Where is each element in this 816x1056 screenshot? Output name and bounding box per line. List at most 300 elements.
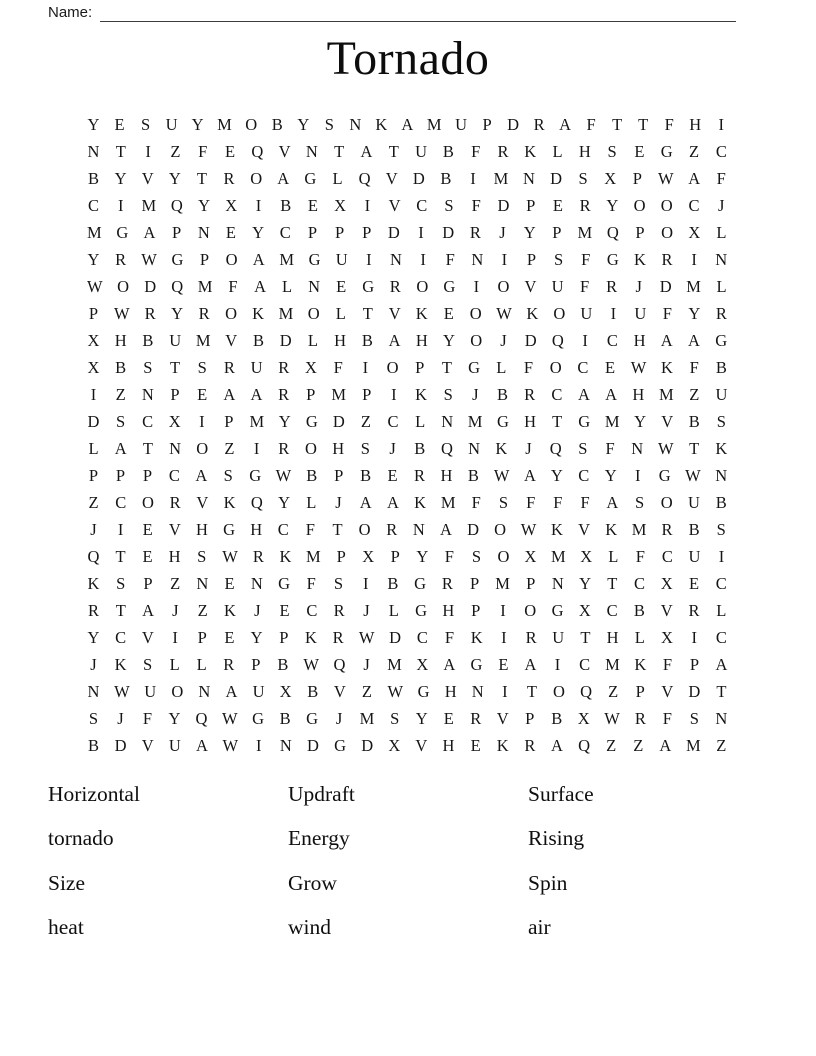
- grid-row: [87, 624, 728, 651]
- grid-letter: J: [717, 196, 725, 215]
- grid-letter: R: [606, 277, 618, 296]
- grid-letter: H: [524, 412, 537, 431]
- grid-letter: C: [578, 466, 590, 485]
- name-label: Name:: [48, 4, 93, 21]
- grid-letter: P: [526, 196, 536, 215]
- grid-letter: M: [217, 115, 232, 134]
- grid-row: [87, 489, 728, 516]
- grid-letter: A: [360, 142, 373, 161]
- grid-letter: M: [604, 412, 620, 431]
- grid-letter: X: [168, 412, 181, 431]
- grid-letter: O: [524, 601, 537, 620]
- grid-letter: O: [497, 547, 510, 566]
- grid-letter: J: [172, 601, 179, 620]
- grid-letter: D: [524, 331, 537, 350]
- grid-letter: H: [168, 547, 181, 566]
- grid-letter: B: [633, 601, 645, 620]
- name-fill-in-line[interactable]: [100, 4, 736, 22]
- grid-letter: K: [87, 574, 100, 593]
- grid-letter: Y: [278, 493, 290, 512]
- grid-letter: P: [336, 547, 346, 566]
- grid-letter: D: [550, 169, 562, 188]
- grid-letter: G: [308, 250, 321, 269]
- grid-letter: R: [524, 736, 536, 755]
- grid-letter: U: [688, 493, 700, 512]
- grid-letter: A: [659, 736, 672, 755]
- grid-letter: P: [526, 250, 537, 269]
- grid-letter: V: [141, 736, 154, 755]
- word-list-item: Energy: [288, 826, 350, 851]
- grid-letter: F: [662, 709, 672, 728]
- grid-letter: R: [634, 709, 646, 728]
- grid-letter: K: [414, 493, 427, 512]
- grid-letter: S: [578, 169, 588, 188]
- grid-letter: K: [526, 304, 539, 323]
- grid-letter: E: [225, 223, 236, 242]
- grid-letter: Q: [606, 223, 619, 242]
- grid-letter: C: [715, 574, 727, 593]
- grid-letter: A: [688, 169, 701, 188]
- grid-letter: T: [612, 115, 623, 134]
- grid-letter: N: [389, 250, 402, 269]
- grid-letter: B: [551, 709, 563, 728]
- grid-row: [87, 435, 728, 462]
- grid-letter: L: [307, 331, 318, 350]
- grid-letter: B: [252, 331, 264, 350]
- grid-letter: O: [549, 358, 562, 377]
- grid-letter: I: [691, 628, 697, 647]
- grid-letter: M: [426, 115, 442, 134]
- grid-letter: S: [143, 655, 153, 674]
- grid-letter: F: [228, 277, 238, 296]
- grid-letter: T: [170, 358, 181, 377]
- grid-letter: R: [223, 169, 235, 188]
- grid-letter: D: [688, 682, 701, 701]
- grid-letter: A: [114, 439, 127, 458]
- grid-letter: R: [389, 277, 401, 296]
- grid-letter: Q: [549, 439, 562, 458]
- grid-letter: C: [168, 466, 180, 485]
- grid-letter: R: [332, 628, 344, 647]
- grid-letter: Y: [171, 304, 184, 323]
- grid-row: [87, 678, 728, 705]
- grid-letter: K: [715, 439, 728, 458]
- grid-letter: X: [388, 736, 401, 755]
- grid-letter: I: [199, 412, 205, 431]
- grid-letter: S: [115, 412, 126, 431]
- grid-letter: A: [401, 115, 414, 134]
- grid-letter: H: [606, 628, 619, 647]
- grid-letter: C: [661, 547, 673, 566]
- grid-letter: I: [718, 115, 724, 134]
- word-search-grid: [87, 111, 728, 759]
- grid-letter: J: [117, 709, 124, 728]
- grid-letter: A: [195, 736, 208, 755]
- grid-letter: W: [387, 682, 404, 701]
- grid-letter: Y: [87, 628, 100, 647]
- grid-letter: C: [577, 358, 589, 377]
- grid-letter: E: [142, 547, 153, 566]
- grid-letter: A: [250, 385, 263, 404]
- grid-letter: E: [224, 142, 236, 161]
- grid-letter: F: [580, 277, 590, 296]
- grid-letter: H: [633, 331, 646, 350]
- grid-letter: Z: [361, 682, 372, 701]
- grid-letter: W: [87, 277, 103, 296]
- grid-letter: X: [688, 223, 701, 242]
- grid-letter: S: [143, 358, 153, 377]
- grid-letter: L: [88, 439, 99, 458]
- grid-letter: J: [525, 439, 532, 458]
- grid-letter: T: [526, 682, 537, 701]
- grid-letter: F: [553, 493, 563, 512]
- grid-letter: F: [444, 628, 455, 647]
- grid-letter: R: [470, 709, 482, 728]
- grid-letter: E: [279, 601, 290, 620]
- grid-letter: H: [442, 601, 455, 620]
- grid-letter: F: [444, 547, 454, 566]
- grid-letter: K: [415, 304, 428, 323]
- grid-letter: O: [661, 223, 674, 242]
- grid-letter: G: [470, 655, 483, 674]
- grid-letter: H: [114, 331, 127, 350]
- grid-letter: J: [254, 601, 261, 620]
- grid-letter: X: [87, 331, 100, 350]
- grid-letter: O: [196, 439, 209, 458]
- word-list-column: [288, 772, 528, 950]
- grid-letter: P: [88, 466, 99, 485]
- grid-letter: L: [306, 493, 317, 512]
- grid-letter: R: [414, 466, 426, 485]
- grid-letter: F: [305, 520, 315, 539]
- grid-letter: T: [334, 142, 345, 161]
- grid-letter: Q: [195, 709, 208, 728]
- word-list: [48, 772, 768, 950]
- grid-letter: A: [225, 682, 238, 701]
- grid-letter: Q: [87, 547, 100, 566]
- grid-letter: R: [278, 439, 290, 458]
- grid-letter: A: [524, 655, 537, 674]
- grid-letter: I: [718, 547, 725, 566]
- grid-letter: O: [633, 196, 646, 215]
- grid-letter: Z: [688, 142, 700, 161]
- grid-letter: M: [331, 385, 347, 404]
- grid-letter: O: [660, 196, 673, 215]
- grid-letter: E: [142, 520, 153, 539]
- grid-letter: M: [493, 169, 509, 188]
- grid-letter: L: [335, 304, 346, 323]
- grid-letter: M: [658, 385, 674, 404]
- grid-letter: Y: [114, 169, 127, 188]
- grid-letter: I: [554, 655, 561, 674]
- grid-letter: B: [277, 655, 289, 674]
- grid-letter: N: [412, 520, 425, 539]
- grid-letter: Y: [688, 304, 701, 323]
- grid-letter: N: [715, 709, 728, 728]
- grid-letter: H: [689, 115, 702, 134]
- grid-letter: T: [332, 520, 343, 539]
- grid-letter: K: [305, 628, 317, 647]
- grid-letter: B: [279, 709, 291, 728]
- grid-letter: N: [715, 250, 728, 269]
- grid-letter: Y: [191, 115, 204, 134]
- grid-letter: G: [468, 358, 481, 377]
- grid-letter: D: [144, 277, 157, 296]
- grid-letter: P: [279, 628, 289, 647]
- grid-letter: Q: [551, 331, 564, 350]
- grid-letter: U: [168, 736, 181, 755]
- grid-letter: Y: [604, 466, 617, 485]
- grid-letter: X: [661, 628, 673, 647]
- grid-letter: O: [305, 439, 317, 458]
- grid-letter: W: [114, 682, 130, 701]
- grid-letter: G: [606, 250, 619, 269]
- grid-row: [87, 138, 728, 165]
- grid-letter: T: [115, 547, 126, 566]
- grid-letter: Q: [578, 736, 590, 755]
- grid-letter: K: [224, 601, 236, 620]
- grid-letter: S: [360, 439, 370, 458]
- grid-letter: V: [661, 682, 674, 701]
- grid-letter: I: [501, 250, 508, 269]
- grid-letter: L: [496, 358, 507, 377]
- grid-letter: C: [606, 601, 618, 620]
- word-list-item: Updraft: [288, 781, 355, 806]
- grid-letter: W: [604, 709, 620, 728]
- grid-letter: B: [688, 520, 700, 539]
- grid-letter: J: [335, 709, 343, 728]
- grid-letter: Y: [297, 115, 310, 134]
- grid-letter: Q: [250, 493, 263, 512]
- grid-letter: W: [222, 547, 238, 566]
- grid-letter: F: [689, 358, 699, 377]
- grid-letter: M: [686, 277, 701, 296]
- grid-letter: P: [469, 574, 480, 593]
- grid-letter: V: [578, 520, 590, 539]
- grid-letter: N: [471, 250, 484, 269]
- grid-letter: R: [144, 304, 156, 323]
- grid-letter: B: [142, 331, 154, 350]
- grid-letter: M: [577, 223, 593, 242]
- grid-letter: H: [632, 385, 645, 404]
- grid-letter: R: [198, 304, 210, 323]
- grid-letter: L: [332, 169, 343, 188]
- grid-letter: I: [470, 169, 476, 188]
- grid-letter: Y: [634, 412, 647, 431]
- grid-letter: X: [334, 196, 347, 215]
- grid-letter: S: [333, 574, 344, 593]
- grid-letter: O: [553, 304, 566, 323]
- grid-letter: I: [364, 196, 371, 215]
- grid-letter: R: [579, 196, 591, 215]
- grid-letter: E: [224, 574, 235, 593]
- grid-letter: V: [168, 520, 181, 539]
- grid-letter: G: [497, 412, 509, 431]
- grid-letter: B: [688, 412, 700, 431]
- grid-letter: F: [142, 709, 153, 728]
- grid-letter: Z: [88, 493, 99, 512]
- grid-letter: X: [660, 574, 673, 593]
- word-list-item: air: [528, 915, 551, 940]
- grid-letter: B: [280, 196, 292, 215]
- grid-letter: I: [500, 601, 506, 620]
- grid-letter: B: [440, 169, 452, 188]
- grid-letter: S: [444, 196, 454, 215]
- grid-letter: S: [607, 142, 617, 161]
- grid-letter: W: [114, 304, 130, 323]
- grid-letter: H: [334, 331, 347, 350]
- grid-letter: S: [88, 709, 99, 728]
- grid-letter: Y: [550, 466, 563, 485]
- grid-letter: I: [253, 439, 260, 458]
- grid-letter: R: [115, 250, 127, 269]
- grid-letter: D: [467, 520, 479, 539]
- grid-letter: T: [552, 412, 563, 431]
- grid-letter: C: [115, 628, 127, 647]
- grid-letter: R: [252, 547, 264, 566]
- grid-letter: E: [114, 115, 125, 134]
- grid-letter: B: [271, 115, 283, 134]
- grid-row: [87, 300, 728, 327]
- word-list-column: [528, 772, 768, 950]
- grid-letter: M: [87, 223, 102, 242]
- grid-letter: H: [415, 331, 428, 350]
- grid-letter: F: [716, 169, 726, 188]
- grid-letter: U: [335, 250, 348, 269]
- grid-letter: V: [415, 736, 428, 755]
- grid-letter: S: [390, 709, 400, 728]
- grid-letter: Q: [580, 682, 593, 701]
- word-list-item: Rising: [528, 826, 585, 851]
- grid-letter: J: [500, 331, 507, 350]
- grid-letter: O: [660, 493, 673, 512]
- grid-letter: V: [496, 709, 509, 728]
- grid-letter: E: [443, 709, 454, 728]
- grid-letter: O: [416, 277, 429, 296]
- grid-letter: D: [497, 196, 510, 215]
- grid-letter: R: [278, 358, 290, 377]
- grid-letter: B: [307, 682, 319, 701]
- grid-letter: M: [467, 412, 483, 431]
- grid-letter: Y: [443, 331, 455, 350]
- grid-letter: A: [578, 385, 590, 404]
- grid-letter: X: [279, 682, 292, 701]
- grid-letter: G: [551, 601, 564, 620]
- grid-letter: P: [525, 709, 535, 728]
- grid-letter: F: [662, 655, 672, 674]
- grid-letter: N: [349, 115, 362, 134]
- grid-letter: I: [362, 358, 369, 377]
- grid-letter: P: [172, 223, 182, 242]
- word-list-column: [48, 772, 288, 950]
- grid-letter: Z: [115, 385, 126, 404]
- grid-letter: X: [416, 655, 429, 674]
- grid-letter: A: [388, 331, 401, 350]
- grid-letter: V: [388, 304, 401, 323]
- grid-letter: B: [306, 466, 318, 485]
- grid-letter: A: [277, 169, 290, 188]
- grid-letter: O: [469, 304, 482, 323]
- grid-letter: S: [498, 493, 509, 512]
- grid-row: [87, 381, 728, 408]
- grid-letter: X: [604, 169, 617, 188]
- grid-letter: K: [223, 493, 236, 512]
- grid-letter: M: [359, 709, 375, 728]
- grid-letter: F: [635, 547, 645, 566]
- grid-letter: N: [631, 439, 644, 458]
- grid-letter: B: [387, 574, 399, 593]
- grid-letter: P: [635, 682, 645, 701]
- grid-letter: V: [388, 196, 401, 215]
- grid-letter: B: [715, 493, 727, 512]
- grid-letter: M: [551, 547, 566, 566]
- grid-letter: R: [497, 142, 509, 161]
- grid-letter: M: [141, 196, 157, 215]
- grid-letter: A: [559, 115, 572, 134]
- grid-letter: U: [169, 331, 182, 350]
- grid-letter: O: [553, 682, 565, 701]
- grid-letter: U: [455, 115, 468, 134]
- grid-letter: E: [307, 196, 318, 215]
- grid-letter: V: [660, 601, 673, 620]
- grid-letter: F: [662, 304, 672, 323]
- grid-letter: W: [520, 520, 537, 539]
- grid-letter: T: [115, 601, 126, 620]
- grid-letter: R: [386, 520, 398, 539]
- grid-letter: I: [117, 196, 124, 215]
- grid-letter: P: [415, 358, 425, 377]
- grid-letter: W: [141, 250, 157, 269]
- grid-letter: E: [336, 277, 347, 296]
- grid-letter: A: [550, 736, 563, 755]
- grid-row: [87, 354, 728, 381]
- grid-letter: D: [387, 223, 400, 242]
- grid-letter: F: [333, 358, 343, 377]
- grid-letter: O: [225, 250, 238, 269]
- grid-letter: H: [578, 142, 591, 161]
- grid-letter: A: [254, 277, 266, 296]
- grid-letter: S: [443, 385, 453, 404]
- grid-letter: G: [249, 466, 262, 485]
- grid-letter: U: [715, 385, 728, 404]
- grid-letter: L: [552, 142, 563, 161]
- grid-letter: N: [87, 682, 100, 701]
- grid-letter: G: [660, 142, 673, 161]
- grid-letter: N: [715, 466, 728, 485]
- grid-row: [87, 327, 728, 354]
- grid-letter: A: [605, 385, 618, 404]
- grid-letter: O: [497, 277, 510, 296]
- grid-letter: Y: [198, 196, 210, 215]
- grid-letter: B: [115, 358, 127, 377]
- grid-letter: N: [250, 574, 263, 593]
- grid-letter: S: [634, 493, 645, 512]
- grid-letter: A: [195, 466, 208, 485]
- grid-letter: E: [498, 655, 509, 674]
- grid-letter: G: [414, 574, 427, 593]
- grid-letter: I: [172, 628, 178, 647]
- grid-letter: M: [387, 655, 402, 674]
- grid-letter: N: [522, 169, 535, 188]
- grid-letter: T: [607, 574, 618, 593]
- grid-letter: N: [169, 439, 182, 458]
- grid-letter: W: [493, 466, 510, 485]
- grid-letter: D: [114, 736, 127, 755]
- grid-letter: F: [306, 574, 316, 593]
- grid-letter: C: [277, 520, 289, 539]
- grid-letter: Z: [606, 736, 617, 755]
- grid-letter: V: [524, 277, 537, 296]
